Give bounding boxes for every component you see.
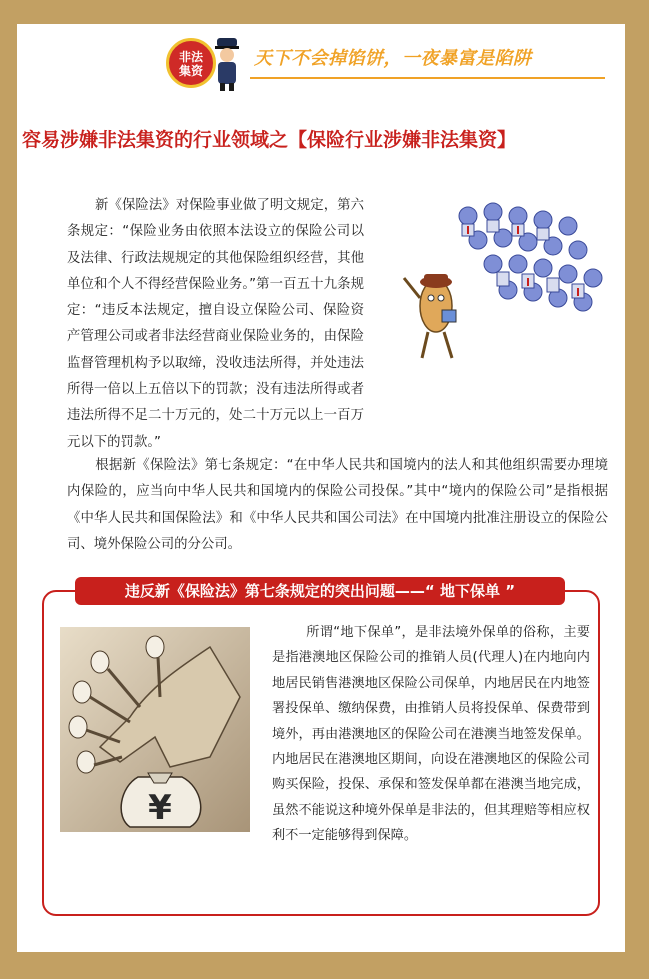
paragraph-underground-policy xyxy=(272,620,590,849)
police-mascot-icon xyxy=(212,36,242,92)
paragraph-article-seven xyxy=(67,453,608,558)
crowd-cartoon-illustration xyxy=(398,198,618,368)
yuan-symbol: ¥ xyxy=(148,788,172,828)
slogan-underline xyxy=(250,77,605,79)
paragraph-insurance-law xyxy=(67,193,364,456)
paragraph-article-seven-text: 根据新《保险法》第七条规定：“在中华人民共和国境内的法人和其他组织需要办理境内保险的，应当向中华人民共和国境内的保险公司投保。”其中“境内的保险公司”是指根据《中华人民共和国保险法》和《中华人民共和国公司法》在中国境内批准注册设立的保险公司、境外保险公司的分公司。 xyxy=(67,458,608,552)
paragraph-insurance-law-text: 新《保险法》对保险事业做了明文规定，第六条规定：“保险业务由依照本法设立的保险公司以及法律、行政法规规定的其他保险组织经营，其他单位和个人不得经营保险业务。”第一百五十九条规定：“违反本法规定，擅自设立保险公司、保险资产管理公司或者非法经营商业保险业务的，由保险监督管理机构予以取缔，没收违法所得，并处违法所得一倍以上五倍以下的罚款；没有违法所得或者违法所得不足二十万元的，处二十万元以上一百万元以下的罚款。” xyxy=(67,198,364,450)
slogan: 天下不会掉馅饼，一夜暴富是陷阱 xyxy=(254,48,532,69)
hand-money-bag-illustration xyxy=(60,627,250,832)
section-title: 违反新《保险法》第七条规定的突出问题——“ 地下保单 ” xyxy=(75,577,565,605)
illegal-fundraising-badge xyxy=(166,38,216,88)
page-title: 容易涉嫌非法集资的行业领域之【保险行业涉嫌非法集资】 xyxy=(22,129,517,151)
badge-text: 非法集资 xyxy=(178,50,203,78)
paragraph-underground-policy-text: 所谓“地下保单”，是非法境外保单的俗称，主要是指港澳地区保险公司的推销人员(代理人)在内地向内地居民销售港澳地区保险公司保单，内地居民在内地签署投保单、缴纳保费，由推销人员将投保单、保费带到境外，再由港澳地区的保险公司在港澳当地签发保单。内地居民在港澳地区期间，向设在港澳地区的保险公司购买保险，投保、承保和签发保单都在港澳当地完成，虽然不能说这种境外保单是非法的，但其理赔等相应权利不一定能够得到保障。 xyxy=(272,625,590,844)
